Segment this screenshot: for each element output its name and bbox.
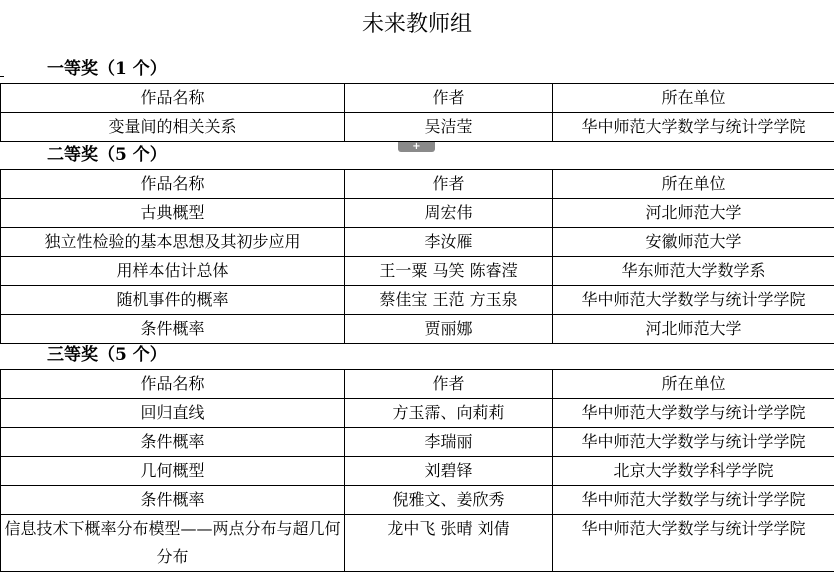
cell-author[interactable]: 刘碧铎 — [345, 457, 553, 486]
cell-author[interactable]: 吴洁莹 — [345, 113, 553, 142]
cell-work[interactable]: 条件概率 — [1, 486, 345, 515]
table-header-row — [1, 170, 834, 199]
heading-first-prize: 一等奖（1 个） — [47, 59, 167, 79]
header-work: 作品名称 — [1, 84, 345, 113]
header-unit: 所在单位 — [553, 370, 834, 399]
header-unit: 所在单位 — [553, 84, 834, 113]
table-second-prize — [0, 169, 834, 344]
table-row — [1, 113, 834, 142]
cell-work[interactable]: 回归直线 — [1, 399, 345, 428]
heading-second-prize: 二等奖（5 个） — [47, 145, 167, 165]
heading-third-prize: 三等奖（5 个） — [47, 345, 167, 365]
table-row — [1, 199, 834, 228]
cell-work[interactable]: 条件概率 — [1, 428, 345, 457]
table-header-row — [1, 370, 834, 399]
page-title: 未来教师组 — [361, 12, 472, 37]
cell-unit[interactable]: 华东师范大学数学系 — [553, 257, 834, 286]
cell-author[interactable]: 倪雅文、姜欣秀 — [345, 486, 553, 515]
cell-unit[interactable]: 华中师范大学数学与统计学学院 — [553, 399, 834, 428]
cell-author[interactable]: 周宏伟 — [345, 199, 553, 228]
cell-author[interactable]: 贾丽娜 — [345, 315, 553, 344]
table-row — [1, 315, 834, 344]
header-author: 作者 — [345, 170, 553, 199]
header-work: 作品名称 — [1, 370, 345, 399]
cell-unit[interactable]: 安徽师范大学 — [553, 228, 834, 257]
margin-marker — [0, 76, 4, 77]
table-row — [1, 515, 834, 572]
table-row — [1, 486, 834, 515]
insert-row-button[interactable] — [398, 142, 435, 152]
cell-author[interactable]: 方玉霈、向莉莉 — [345, 399, 553, 428]
cell-unit[interactable]: 河北师范大学 — [553, 315, 834, 344]
cell-author[interactable]: 龙中飞 张晴 刘倩 — [345, 515, 553, 572]
cell-unit[interactable]: 华中师范大学数学与统计学学院 — [553, 113, 834, 142]
table-row — [1, 457, 834, 486]
table-third-prize — [0, 369, 834, 572]
cell-unit[interactable]: 华中师范大学数学与统计学学院 — [553, 486, 834, 515]
header-unit: 所在单位 — [553, 170, 834, 199]
table-first-prize — [0, 83, 834, 142]
cell-work[interactable]: 几何概型 — [1, 457, 345, 486]
header-author: 作者 — [345, 370, 553, 399]
cell-author[interactable]: 王一粟 马笑 陈睿滢 — [345, 257, 553, 286]
cell-work[interactable]: 古典概型 — [1, 199, 345, 228]
cell-work[interactable]: 信息技术下概率分布模型——两点分布与超几何分布 — [1, 515, 345, 572]
header-author: 作者 — [345, 84, 553, 113]
table-row — [1, 399, 834, 428]
table-row — [1, 428, 834, 457]
cell-unit[interactable]: 华中师范大学数学与统计学学院 — [553, 428, 834, 457]
table-row — [1, 228, 834, 257]
cell-unit[interactable]: 华中师范大学数学与统计学学院 — [553, 515, 834, 572]
table-row — [1, 257, 834, 286]
cell-work[interactable]: 变量间的相关关系 — [1, 113, 345, 142]
table-row — [1, 286, 834, 315]
cell-author[interactable]: 李瑞丽 — [345, 428, 553, 457]
cell-author[interactable]: 蔡佳宝 王范 方玉泉 — [345, 286, 553, 315]
plus-icon: + — [412, 141, 421, 152]
header-work: 作品名称 — [1, 170, 345, 199]
cell-unit[interactable]: 华中师范大学数学与统计学学院 — [553, 286, 834, 315]
cell-work[interactable]: 条件概率 — [1, 315, 345, 344]
cell-unit[interactable]: 北京大学数学科学学院 — [553, 457, 834, 486]
cell-author[interactable]: 李汝雁 — [345, 228, 553, 257]
cell-work[interactable]: 用样本估计总体 — [1, 257, 345, 286]
table-header-row — [1, 84, 834, 113]
cell-work[interactable]: 随机事件的概率 — [1, 286, 345, 315]
cell-work[interactable]: 独立性检验的基本思想及其初步应用 — [1, 228, 345, 257]
cell-unit[interactable]: 河北师范大学 — [553, 199, 834, 228]
